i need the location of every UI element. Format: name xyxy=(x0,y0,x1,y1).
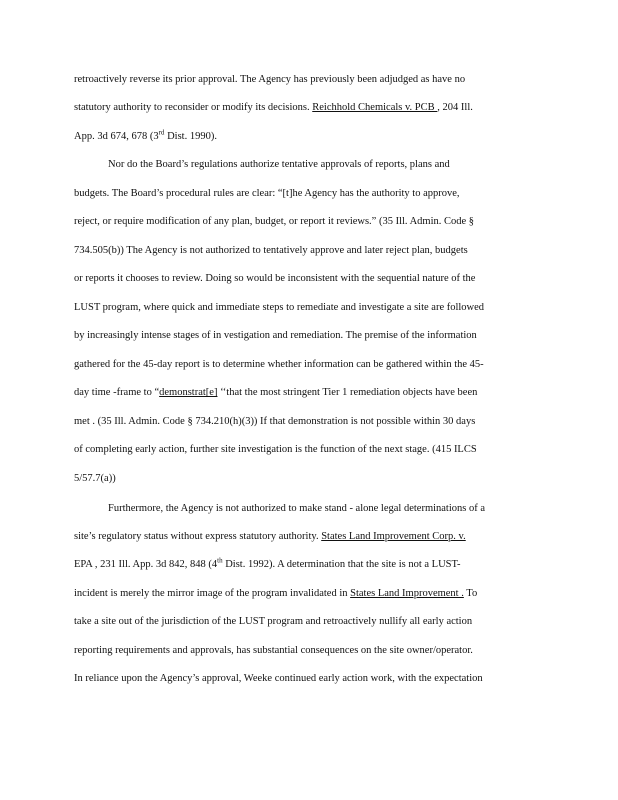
text-line xyxy=(74,130,536,144)
text-segment: take a site out of the jurisdiction of the LUST program and retroactively nullify all early action xyxy=(74,616,473,627)
text-segment: of completing early action, further site investigation is the function of the next stage. (415 ILCS xyxy=(74,444,477,455)
text-segment: site’s regulatory status without express statutory authority. xyxy=(74,531,322,542)
ordinal-superscript: th xyxy=(217,556,223,565)
text-segment: LUST program, where quick and immediate steps to remediate and investigate a site are followed xyxy=(74,302,485,313)
text-segment: EPA , 231 Ill. App. 3d 842, 848 (4 xyxy=(74,559,218,570)
text-segment: incident is merely the mirror image of the program invalidated in xyxy=(74,588,351,599)
ordinal-superscript: rd xyxy=(158,128,165,137)
text-line xyxy=(74,358,536,372)
text-line xyxy=(74,415,536,429)
text-line xyxy=(74,73,536,87)
text-segment: App. 3d 674, 678 (3 xyxy=(74,131,159,142)
text-line xyxy=(74,644,536,658)
text-segment: ‘‘that the most stringent Tier 1 remediation objects have been xyxy=(217,387,478,398)
text-line xyxy=(74,272,536,286)
text-line xyxy=(74,386,536,400)
text-line xyxy=(108,502,536,516)
text-segment: , 204 Ill. xyxy=(437,102,473,113)
text-segment: gathered for the 45-day report is to determine whether information can be gathered within the 45- xyxy=(74,359,484,370)
text-segment: retroactively reverse its prior approval. The Agency has previously been adjudged as have no xyxy=(74,74,466,85)
text-segment: day time -frame to “ xyxy=(74,387,160,398)
text-line xyxy=(74,615,536,629)
case-citation: Reichhold Chemicals v. PCB xyxy=(312,102,438,113)
text-line xyxy=(74,472,536,486)
text-line xyxy=(74,187,536,201)
text-segment: met . (35 Ill. Admin. Code § 734.210(h)(3)) If that demonstration is not possible within 30 days xyxy=(74,416,476,427)
text-segment: Furthermore, the Agency is not authorized to make stand - alone legal determinations of a xyxy=(108,503,486,514)
text-segment: To xyxy=(463,588,478,599)
text-segment: 734.505(b)) The Agency is not authorized to tentatively approve and later reject plan, budgets xyxy=(74,245,468,256)
text-segment: Nor do the Board’s regulations authorize tentative approvals of reports, plans and xyxy=(108,159,450,170)
text-segment: reporting requirements and approvals, has substantial consequences on the site owner/operator. xyxy=(74,645,473,656)
case-citation: States Land Improvement Corp. v. xyxy=(321,531,466,542)
text-line xyxy=(108,158,536,172)
text-segment: or reports it chooses to review. Doing so would be inconsistent with the sequential nature of the xyxy=(74,273,476,284)
text-line xyxy=(74,530,536,544)
text-segment: statutory authority to reconsider or modify its decisions. xyxy=(74,102,313,113)
text-segment: Dist. 1990). xyxy=(164,131,217,142)
text-line xyxy=(74,587,536,601)
text-line xyxy=(74,101,536,115)
case-citation: States Land Improvement . xyxy=(350,588,464,599)
text-segment: Dist. 1992). A determination that the site is not a LUST- xyxy=(222,559,461,570)
text-line xyxy=(74,443,536,457)
quoted-term: demonstrat[e] xyxy=(159,387,218,398)
text-line xyxy=(74,672,536,686)
text-line xyxy=(74,558,536,572)
text-line xyxy=(74,329,536,343)
text-line xyxy=(74,244,536,258)
text-segment: In reliance upon the Agency’s approval, Weeke continued early action work, with the expectation xyxy=(74,673,483,684)
text-line xyxy=(74,301,536,315)
text-line xyxy=(74,215,536,229)
text-segment: reject, or require modification of any plan, budget, or report it reviews.” (35 Ill. Admin. Code § xyxy=(74,216,475,227)
text-segment: by increasingly intense stages of in vestigation and remediation. The premise of the information xyxy=(74,330,477,341)
text-segment: budgets. The Board’s procedural rules are clear: “[t]he Agency has the authority to approve, xyxy=(74,188,460,199)
text-segment: 5/57.7(a)) xyxy=(74,473,116,484)
